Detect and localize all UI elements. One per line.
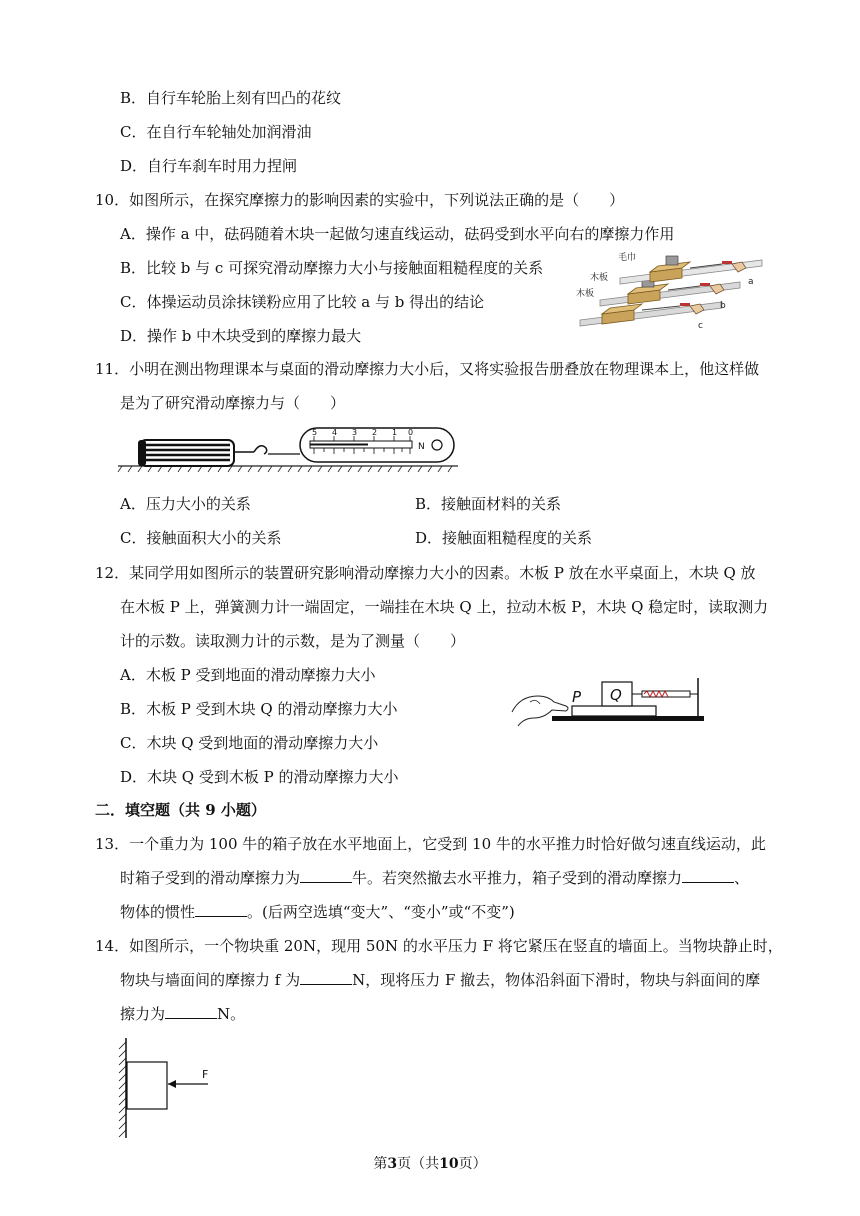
q14-blank-2[interactable] — [165, 1004, 217, 1019]
section-fill-in-title: 二．填空题（共 9 小题） — [95, 801, 266, 819]
scale-label-5: 5 — [312, 428, 318, 437]
q13-text-e: 。(后两空选填“变大”、“变小”或“不变”) — [247, 903, 515, 921]
board-a — [620, 256, 762, 284]
footer-prefix: 第 — [373, 1156, 388, 1172]
q14-line1: 14．如图所示，一个物块重 20N，现用 50N 的水平压力 F 将它紧压在竖直的墙面上。当物块静止时， — [95, 937, 783, 955]
q11-option-c: C．接触面积大小的关系 — [120, 529, 282, 547]
tag-c: c — [698, 321, 703, 331]
q12-option-c: C．木块 Q 受到地面的滑动摩擦力大小 — [120, 734, 379, 752]
q13-line1: 13．一个重力为 100 牛的箱子放在水平地面上，它受到 10 牛的水平推力时恰好做匀速直线运动，此 — [95, 835, 766, 853]
q13-text-c: 、 — [734, 869, 750, 887]
scale-label-0: 0 — [408, 428, 414, 437]
tag-b: b — [720, 301, 726, 311]
q12-option-b: B．木板 P 受到木块 Q 的滑动摩擦力大小 — [120, 700, 398, 718]
q14-text-a: 物块与墙面间的摩擦力 f 为 — [120, 971, 301, 989]
q12-stem-line2: 在木板 P 上，弹簧测力计一端固定，一端挂在木块 Q 上，拉动木板 P，木块 Q 稳定时，读取测力 — [120, 598, 769, 616]
q11-stem-line1: 11．小明在测出物理课本与桌面的滑动摩擦力大小后，又将实验报告册叠放在物理课本上，他这样做 — [95, 360, 760, 378]
q14-text-d: N。 — [217, 1005, 246, 1023]
q12-figure — [508, 668, 708, 738]
q13-line3 — [120, 902, 515, 922]
scale-label-2: 2 — [372, 428, 378, 437]
footer-suffix: 页） — [458, 1156, 487, 1172]
label-board-2: 木板 — [576, 289, 595, 299]
scale-unit: N — [418, 442, 425, 452]
q10-option-d: D．操作 b 中木块受到的摩擦力最大 — [120, 327, 362, 345]
label-f: F — [202, 1068, 209, 1081]
q10-figure — [572, 248, 772, 348]
label-q: Q — [610, 686, 622, 704]
q11-option-a: A．压力大小的关系 — [120, 495, 251, 513]
q12-stem-line1: 12．某同学用如图所示的装置研究影响滑动摩擦力大小的因素。木板 P 放在水平桌面上，木块 Q 放 — [95, 564, 756, 582]
q13-blank-1[interactable] — [300, 868, 352, 883]
q12-option-d: D．木块 Q 受到木板 P 的滑动摩擦力大小 — [120, 768, 399, 786]
page-footer — [0, 1155, 860, 1173]
q13-line2 — [120, 868, 749, 888]
q10-option-b: B．比较 b 与 c 可探究滑动摩擦力大小与接触面粗糙程度的关系 — [120, 259, 544, 277]
footer-page-number: 3 — [387, 1156, 398, 1172]
footer-middle: 页（共 — [397, 1156, 440, 1172]
q13-text-d: 物体的惯性 — [120, 903, 196, 921]
q12-option-a: A．木板 P 受到地面的滑动摩擦力大小 — [120, 666, 376, 684]
label-p: P — [572, 688, 582, 706]
scale-label-1: 1 — [392, 428, 398, 437]
q11-stem-line2: 是为了研究滑动摩擦力与（ ） — [120, 394, 346, 412]
stacked-books — [138, 440, 234, 466]
q10-option-a: A．操作 a 中，砝码随着木块一起做匀速直线运动，砝码受到水平向右的摩擦力作用 — [120, 225, 675, 243]
q12-stem-line3: 计的示数。读取测力计的示数，是为了测量（ ） — [120, 632, 466, 650]
footer-total-pages: 10 — [439, 1156, 459, 1172]
q14-line2 — [120, 970, 760, 990]
q14-figure — [116, 1038, 226, 1140]
q14-text-b: N，现将压力 F 撤去，物体沿斜面下滑时，物块与斜面间的摩 — [352, 971, 761, 989]
q13-blank-3[interactable] — [195, 902, 247, 917]
q9-option-c: C．在自行车轮轴处加润滑油 — [120, 123, 312, 141]
label-board-1: 木板 — [590, 273, 609, 283]
label-towel: 毛巾 — [618, 253, 637, 263]
q10-stem: 10．如图所示，在探究摩擦力的影响因素的实验中，下列说法正确的是（ ） — [95, 191, 625, 209]
q14-line3 — [120, 1004, 245, 1024]
scale-label-4: 4 — [332, 428, 338, 437]
scale-label-3: 3 — [352, 428, 358, 437]
spring-scale — [300, 428, 454, 462]
q9-option-d: D．自行车刹车时用力捏闸 — [120, 157, 298, 175]
q11-option-b: B．接触面材料的关系 — [415, 495, 562, 513]
q14-text-c: 擦力为 — [120, 1005, 166, 1023]
q13-text-a: 时箱子受到的滑动摩擦力为 — [120, 869, 301, 887]
q10-option-c: C．体操运动员涂抹镁粉应用了比较 a 与 b 得出的结论 — [120, 293, 485, 311]
q11-figure — [118, 424, 463, 474]
q14-blank-1[interactable] — [300, 970, 352, 985]
q13-text-b: 牛。若突然撤去水平推力，箱子受到的滑动摩擦力 — [352, 869, 683, 887]
q9-option-b: B．自行车轮胎上刻有凹凸的花纹 — [120, 89, 342, 107]
q11-option-d: D．接触面粗糙程度的关系 — [415, 529, 593, 547]
tag-a: a — [748, 277, 754, 287]
q13-blank-2[interactable] — [682, 868, 734, 883]
